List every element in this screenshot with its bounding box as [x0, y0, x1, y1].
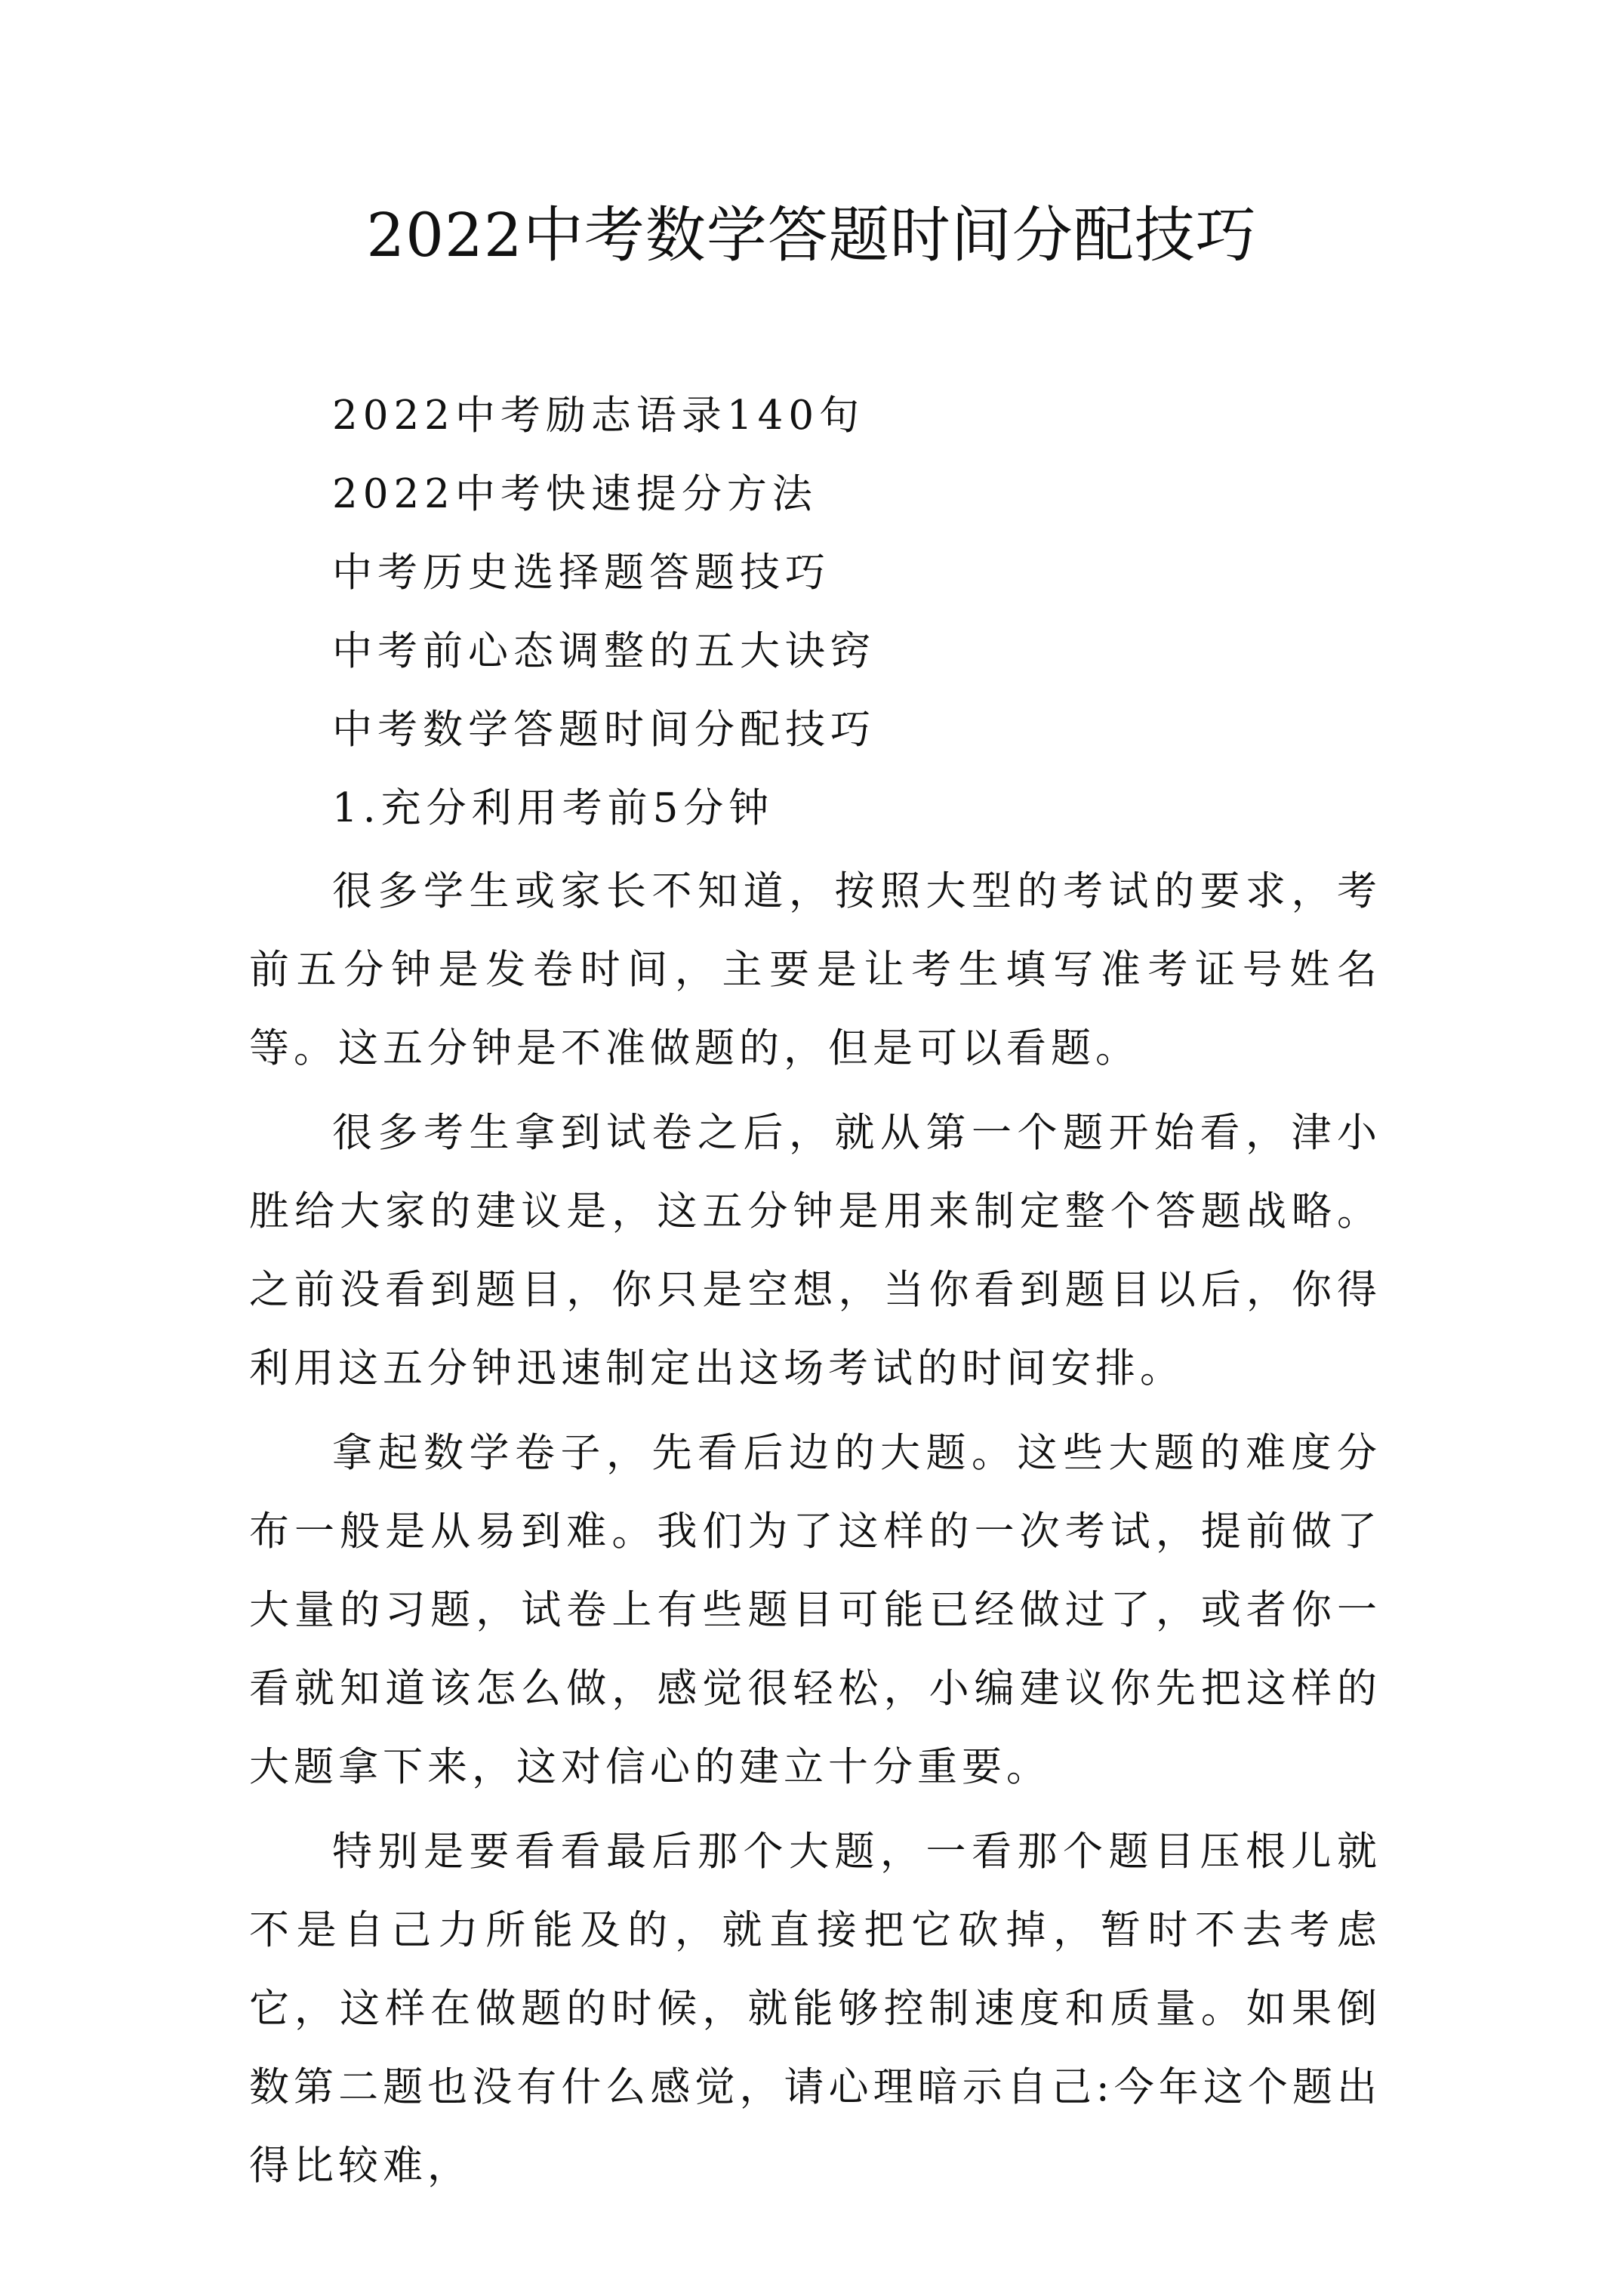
body-paragraph: 很多考生拿到试卷之后，就从第一个题开始看，津小胜给大家的建议是，这五分钟是用来制定整个答题战略。之前没看到题目，你只是空想，当你看到题目以后，你得利用这五分钟迅速制定出这场考试的时间安排。 — [249, 1110, 1381, 1391]
related-link[interactable]: 2022中考快速提分方法 — [332, 471, 818, 517]
body-paragraph: 很多学生或家长不知道，按照大型的考试的要求，考前五分钟是发卷时间，主要是让考生填写准考证号姓名等。这五分钟是不准做题的，但是可以看题。 — [249, 868, 1381, 1071]
document-title: 2022中考数学答题时间分配技巧 — [366, 200, 1257, 270]
related-links-list — [332, 381, 876, 774]
related-link[interactable]: 中考数学答题时间分配技巧 — [332, 707, 876, 753]
document-body — [249, 852, 1381, 2211]
section-heading: 1.充分利用考前5分钟 — [332, 785, 775, 831]
body-paragraph: 拿起数学卷子，先看后边的大题。这些大题的难度分布一般是从易到难。我们为了这样的一次考试，提前做了大量的习题，试卷上有些题目可能已经做过了，或者你一看就知道该怎么做，感觉很轻松，小编建议你先把这样的大题拿下来，这对信心的建立十分重要。 — [249, 1430, 1381, 1790]
related-link[interactable]: 中考历史选择题答题技巧 — [332, 550, 830, 596]
related-link[interactable]: 中考前心态调整的五大诀窍 — [332, 628, 876, 674]
body-paragraph: 特别是要看看最后那个大题，一看那个题目压根儿就不是自己力所能及的，就直接把它砍掉，暂时不去考虑它，这样在做题的时候，就能够控制速度和质量。如果倒数第二题也没有什么感觉，请心理暗示自己:今年这个题出得比较难， — [249, 1829, 1381, 2189]
related-link[interactable]: 2022中考励志语录140句 — [332, 393, 865, 439]
